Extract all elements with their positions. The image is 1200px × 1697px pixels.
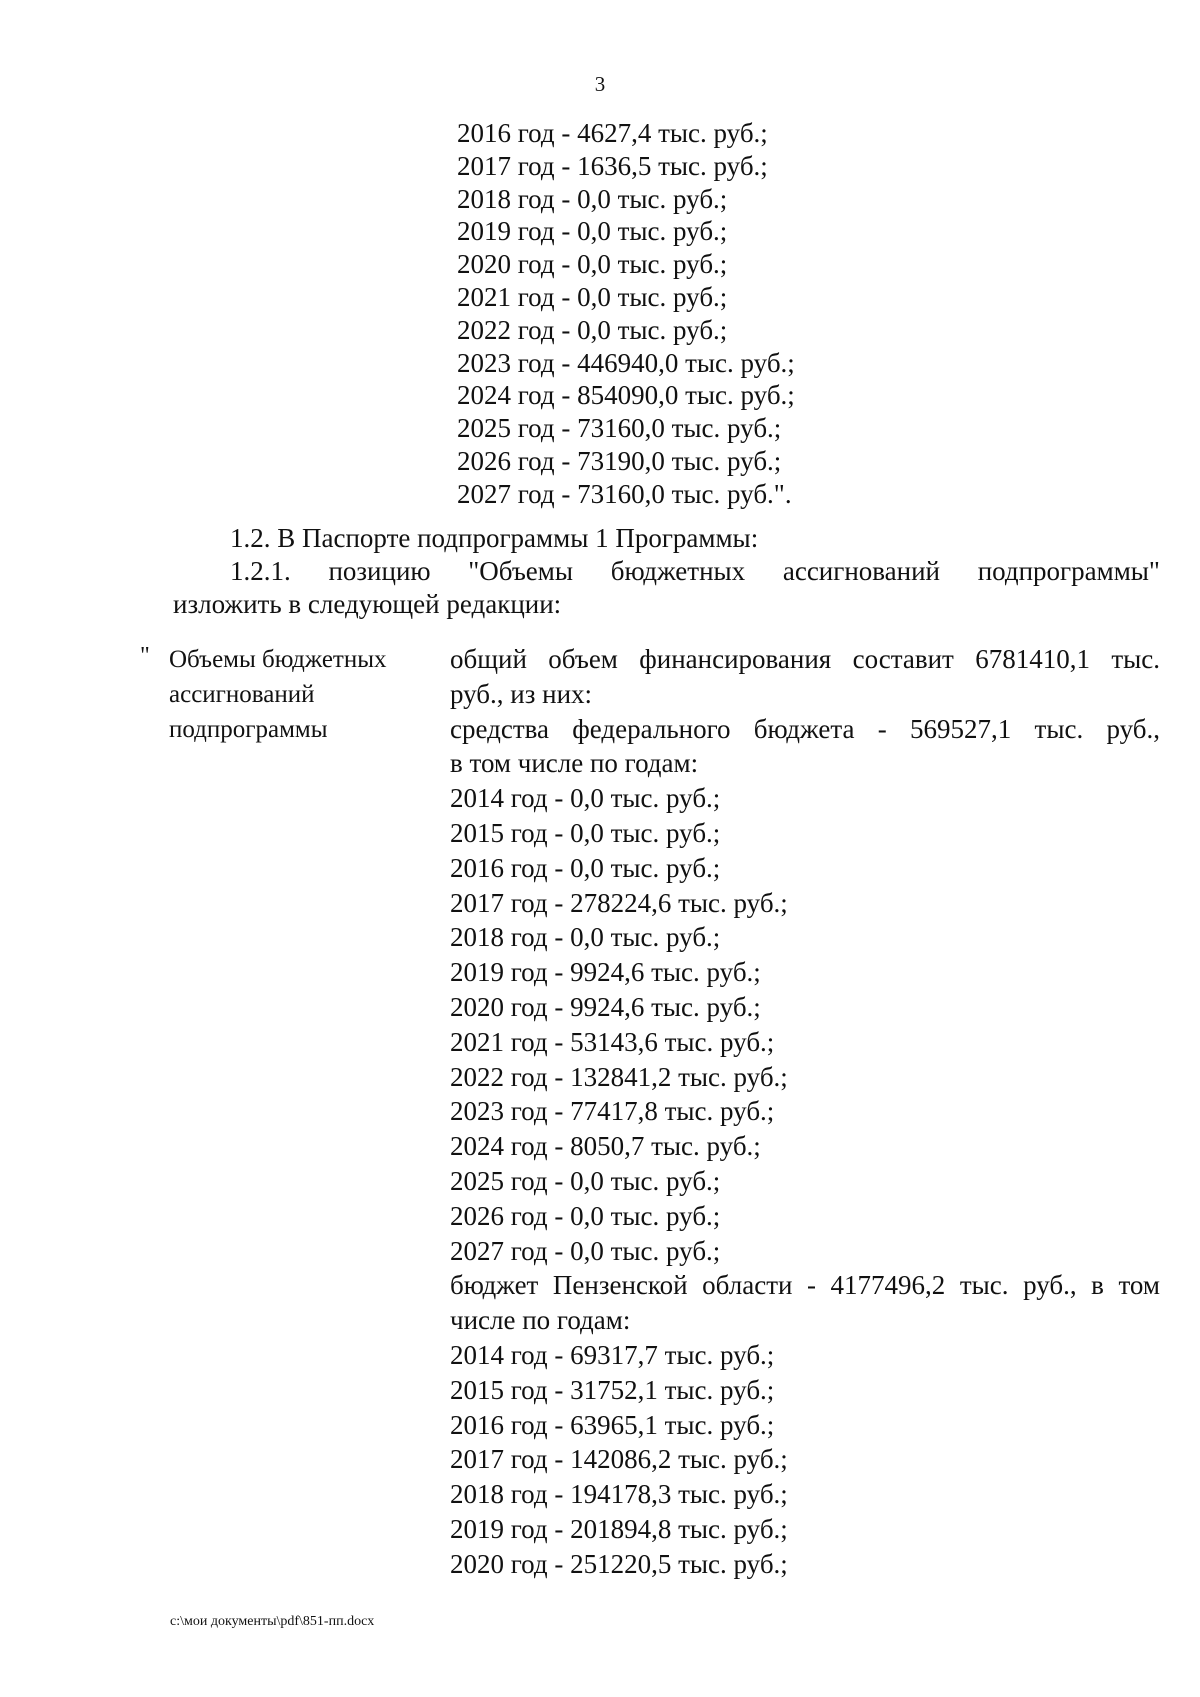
- list-item: 2019 год - 0,0 тыс. руб.;: [457, 216, 728, 247]
- value-line: 2023 год - 77417,8 тыс. руб.;: [450, 1096, 775, 1127]
- list-item: 2025 год - 73160,0 тыс. руб.;: [457, 413, 782, 444]
- page-number: 3: [594, 72, 606, 96]
- passport-position-value: [450, 642, 1160, 1582]
- funding-by-year-list: [457, 117, 795, 511]
- paragraph-word: позицию: [328, 556, 431, 586]
- value-line: 2026 год - 0,0 тыс. руб.;: [450, 1200, 721, 1231]
- value-line: 2014 год - 69317,7 тыс. руб.;: [450, 1339, 775, 1370]
- value-line: 2020 год - 9924,6 тыс. руб.;: [450, 991, 761, 1022]
- value-line: 2024 год - 8050,7 тыс. руб.;: [450, 1131, 761, 1162]
- list-item: 2022 год - 0,0 тыс. руб.;: [457, 314, 728, 345]
- list-item: 2021 год - 0,0 тыс. руб.;: [457, 281, 728, 312]
- paragraph-word: бюджетных: [610, 556, 746, 586]
- list-item: 2024 год - 854090,0 тыс. руб.;: [457, 380, 795, 411]
- paragraph-1-2: [173, 522, 1160, 555]
- label-line: ассигнований: [169, 681, 315, 708]
- paragraph-word: подпрограммы": [977, 556, 1160, 586]
- value-line: в том числе по годам:: [450, 748, 699, 779]
- list-item: 2016 год - 4627,4 тыс. руб.;: [457, 118, 768, 148]
- passport-position-label: [169, 642, 439, 747]
- value-line: 2027 год - 0,0 тыс. руб.;: [450, 1235, 721, 1266]
- paragraph-1-2-1-continuation: изложить в следующей редакции:: [173, 588, 562, 619]
- label-line: Объемы бюджетных: [169, 646, 387, 673]
- value-line: 2014 год - 0,0 тыс. руб.;: [450, 783, 721, 814]
- value-line: 2025 год - 0,0 тыс. руб.;: [450, 1165, 721, 1196]
- value-line: 2015 год - 0,0 тыс. руб.;: [450, 817, 721, 848]
- paragraph-word: "Объемы: [468, 556, 574, 586]
- list-item: 2017 год - 1636,5 тыс. руб.;: [457, 150, 768, 181]
- opening-quote-mark: ": [140, 643, 150, 669]
- list-item: 2020 год - 0,0 тыс. руб.;: [457, 249, 728, 280]
- value-line: 2019 год - 201894,8 тыс. руб.;: [450, 1513, 788, 1544]
- value-line: 2020 год - 251220,5 тыс. руб.;: [450, 1548, 788, 1579]
- value-line: общий объем финансирования составит 6781410,1 тыс.: [450, 644, 1160, 674]
- value-line: 2016 год - 0,0 тыс. руб.;: [450, 852, 721, 883]
- list-item: 2027 год - 73160,0 тыс. руб.".: [457, 478, 792, 509]
- list-item: 2023 год - 446940,0 тыс. руб.;: [457, 347, 795, 378]
- paragraph-1-2-1-first-line: [173, 555, 1160, 588]
- label-line: подпрограммы: [169, 716, 328, 743]
- paragraph-word: 1.2.1.: [230, 556, 291, 586]
- value-line: 2018 год - 0,0 тыс. руб.;: [450, 922, 721, 953]
- value-line: средства федерального бюджета - 569527,1 тыс. руб.,: [450, 713, 1160, 744]
- value-line: 2016 год - 63965,1 тыс. руб.;: [450, 1409, 775, 1440]
- list-item: 2026 год - 73190,0 тыс. руб.;: [457, 445, 782, 476]
- value-line: 2022 год - 132841,2 тыс. руб.;: [450, 1061, 788, 1092]
- value-line: 2019 год - 9924,6 тыс. руб.;: [450, 957, 761, 988]
- file-path-footer: c:\мои документы\pdf\851-пп.docx: [170, 1614, 375, 1629]
- value-line: 2017 год - 142086,2 тыс. руб.;: [450, 1444, 788, 1475]
- value-line: бюджет Пензенской области - 4177496,2 тыс. руб., в том: [450, 1270, 1160, 1301]
- paragraph-1-2-1: [173, 555, 1160, 621]
- value-line: 2015 год - 31752,1 тыс. руб.;: [450, 1374, 775, 1405]
- value-line: числе по годам:: [450, 1305, 631, 1336]
- paragraph-word: ассигнований: [782, 556, 941, 586]
- paragraph-1-2-text: 1.2. В Паспорте подпрограммы 1 Программы:: [230, 523, 759, 553]
- list-item: 2018 год - 0,0 тыс. руб.;: [457, 183, 728, 214]
- value-line: 2017 год - 278224,6 тыс. руб.;: [450, 887, 788, 918]
- value-line: 2021 год - 53143,6 тыс. руб.;: [450, 1026, 775, 1057]
- value-line: 2018 год - 194178,3 тыс. руб.;: [450, 1479, 788, 1510]
- value-line: руб., из них:: [450, 678, 593, 709]
